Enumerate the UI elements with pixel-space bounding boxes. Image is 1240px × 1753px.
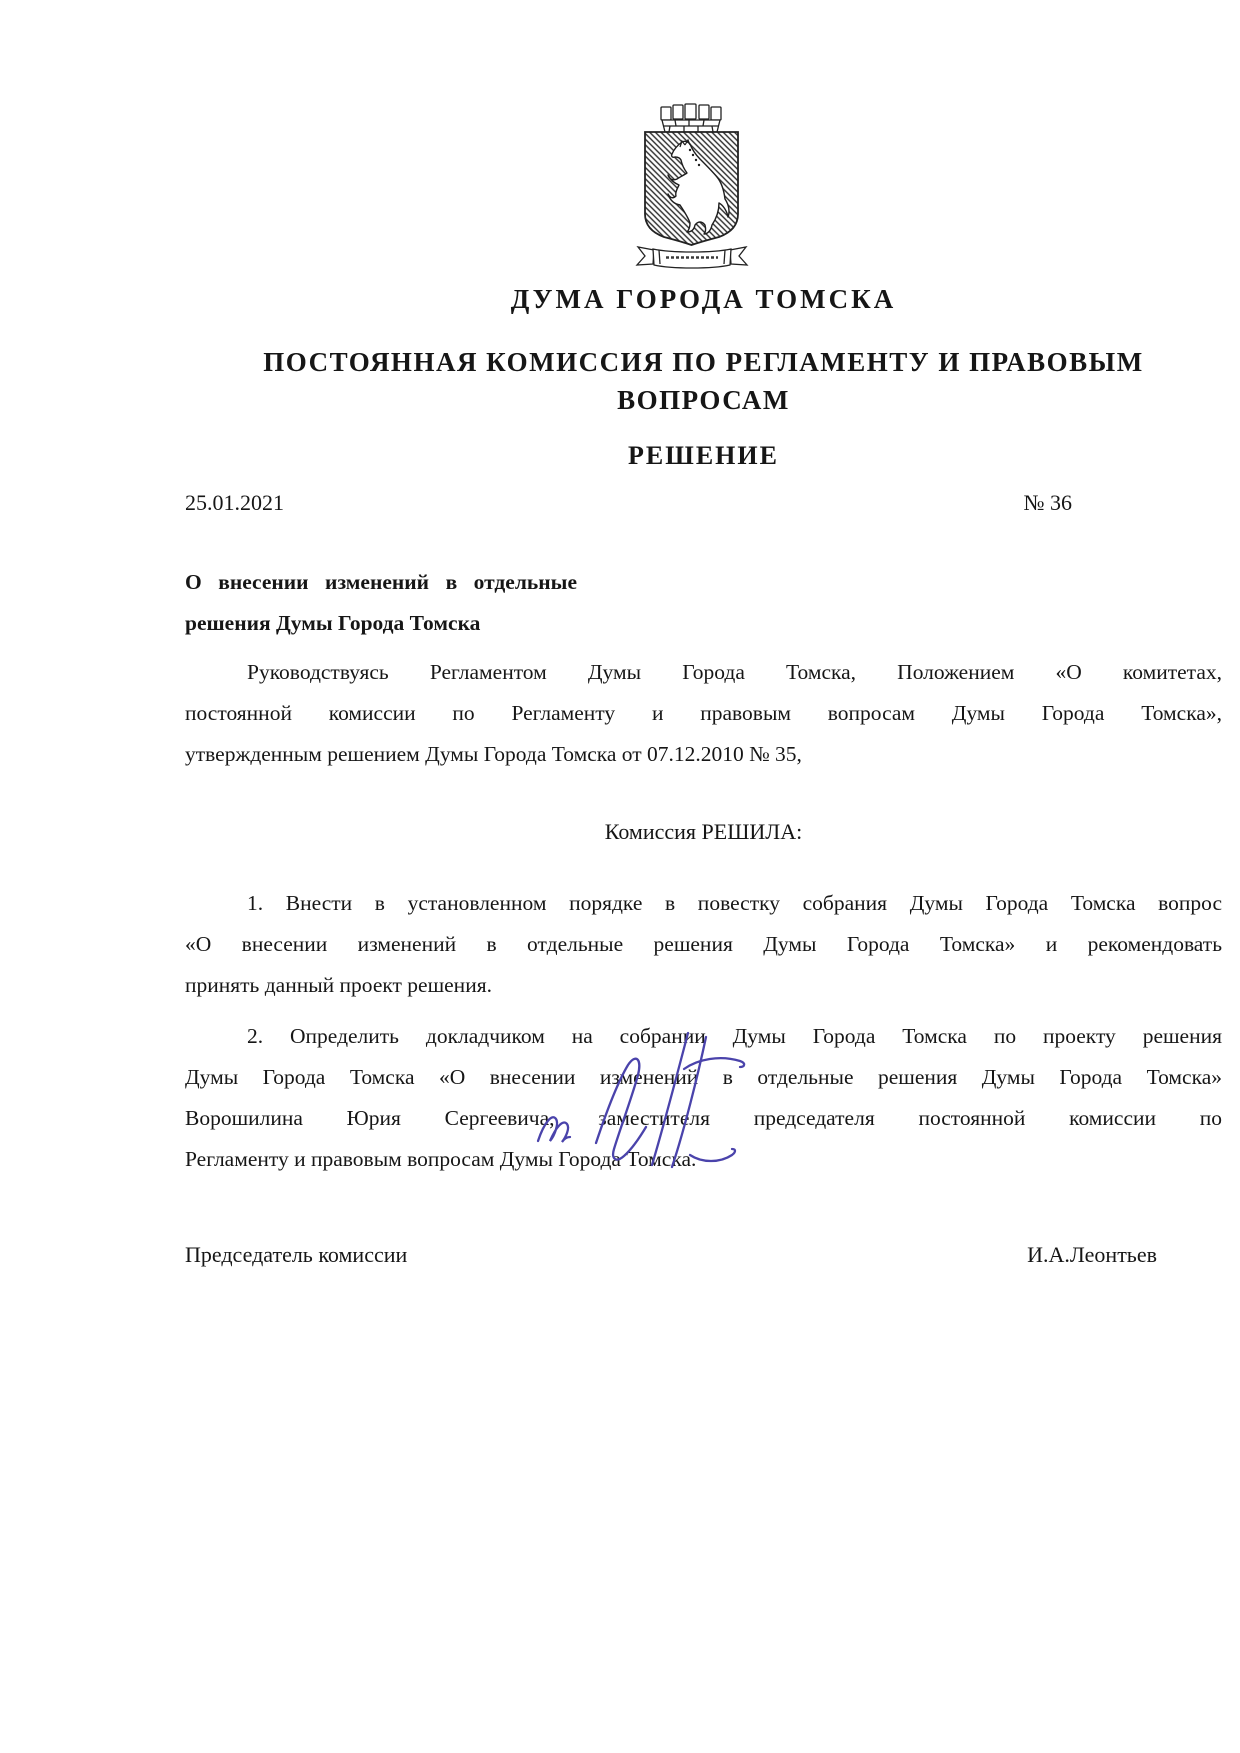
organization-title: ДУМА ГОРОДА ТОМСКА bbox=[510, 284, 897, 314]
document-type-heading: РЕШЕНИЕ bbox=[628, 441, 779, 470]
signature-row bbox=[185, 1240, 1222, 1270]
text-line: О внесении изменений в отдельные bbox=[185, 570, 577, 594]
text-line: 2. Определить докладчиком на собрании Думы Города Томска по проекту решения bbox=[247, 1024, 1222, 1048]
resolution-item-2 bbox=[185, 1016, 1222, 1180]
document-subject bbox=[185, 562, 577, 644]
date-number-row bbox=[185, 488, 1222, 518]
text-line: постоянной комиссии по Регламенту и правовым вопросам Думы Города Томска», bbox=[185, 701, 1222, 725]
commission-title: ПОСТОЯННАЯ КОМИССИЯ ПО РЕГЛАМЕНТУ И ПРАВОВЫМ ВОПРОСАМ bbox=[263, 347, 1144, 415]
text-line: Думы Города Томска «О внесении изменений в отдельные решения Думы Города Томска» bbox=[185, 1065, 1222, 1089]
text-line: Ворошилина Юрия Сергеевича, заместителя председателя постоянной комиссии по bbox=[185, 1106, 1222, 1130]
document-content bbox=[185, 0, 1222, 1270]
document-number: № 36 bbox=[1023, 490, 1072, 515]
text-line: «О внесении изменений в отдельные решения Думы Города Томска» и рекомендовать bbox=[185, 932, 1222, 956]
document-date: 25.01.2021 bbox=[185, 490, 284, 515]
text-line: принять данный проект решения. bbox=[185, 973, 492, 997]
text-line: решения Думы Города Томска bbox=[185, 611, 481, 635]
text-line: Регламенту и правовым вопросам Думы Города Томска. bbox=[185, 1147, 697, 1171]
signer-position-label: Председатель комиссии bbox=[185, 1242, 408, 1267]
resolution-item-1 bbox=[185, 883, 1222, 1006]
text-line: утвержденным решением Думы Города Томска от 07.12.2010 № 35, bbox=[185, 742, 802, 766]
text-line: Руководствуясь Регламентом Думы Города Томска, Положением «О комитетах, bbox=[247, 660, 1222, 684]
signer-name: И.А.Леонтьев bbox=[1027, 1242, 1157, 1267]
text-line: 1. Внести в установленном порядке в повестку собрания Думы Города Томска вопрос bbox=[247, 891, 1222, 915]
resolution-heading: Комиссия РЕШИЛА: bbox=[604, 819, 803, 844]
preamble-paragraph bbox=[185, 652, 1222, 775]
